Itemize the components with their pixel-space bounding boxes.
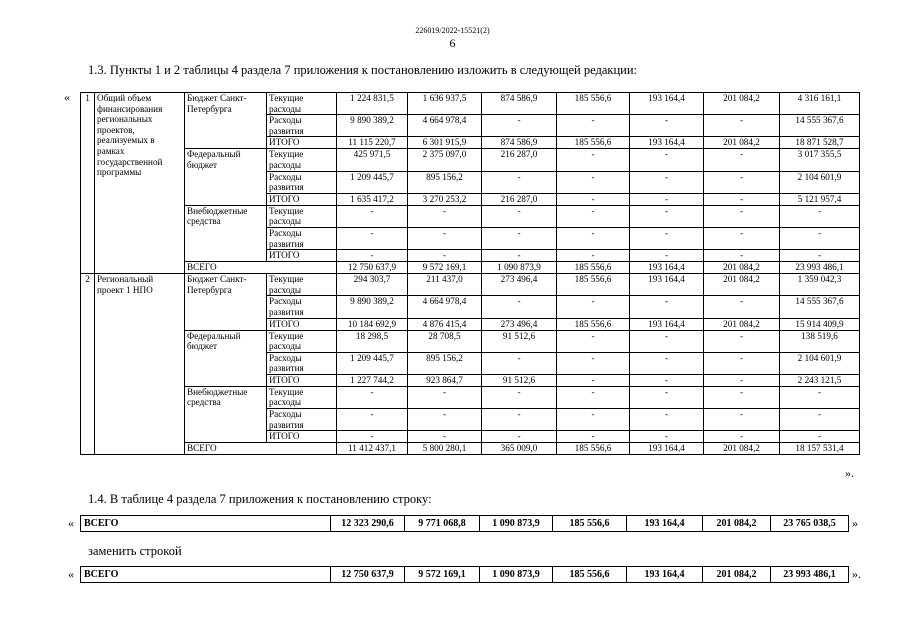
funding-source: Внебюджетные средства: [185, 386, 267, 442]
value-cell: 193 164,4: [630, 93, 704, 115]
value-cell: 2 375 097,0: [408, 149, 482, 171]
expense-type: Расходы развития: [267, 171, 337, 193]
table-row: [81, 93, 860, 115]
old-total-row: [80, 515, 849, 532]
expense-type: ИТОГО: [267, 250, 337, 262]
total-value-cell: 365 009,0: [482, 443, 557, 455]
value-cell: -: [704, 171, 780, 193]
value-cell: -: [557, 296, 630, 318]
value-cell: 4 876 415,4: [408, 318, 482, 330]
value-cell: -: [482, 352, 557, 374]
value-cell: -: [780, 386, 860, 408]
close-quote-old: »: [852, 516, 858, 530]
value-cell: -: [337, 431, 408, 443]
value-cell: 18 298,5: [337, 330, 408, 352]
value-cell: -: [630, 352, 704, 374]
funding-source: Федеральный бюджет: [185, 149, 267, 205]
value-cell: 425 971,5: [337, 149, 408, 171]
value-cell: 9 890 389,2: [337, 296, 408, 318]
value-cell: -: [630, 115, 704, 137]
value-cell: -: [482, 409, 557, 431]
value-cell: -: [630, 386, 704, 408]
value-cell: -: [557, 250, 630, 262]
value-cell: -: [557, 431, 630, 443]
row-value-cell: 201 084,2: [703, 516, 771, 532]
total-value-cell: 185 556,6: [557, 262, 630, 274]
value-cell: -: [704, 409, 780, 431]
value-cell: -: [780, 409, 860, 431]
value-cell: 3 017 355,5: [780, 149, 860, 171]
value-cell: -: [704, 431, 780, 443]
table-row: [81, 386, 860, 408]
value-cell: -: [630, 409, 704, 431]
total-value-cell: 5 800 280,1: [408, 443, 482, 455]
open-quote: «: [64, 90, 70, 104]
value-cell: -: [408, 250, 482, 262]
row-value-cell: 201 084,2: [703, 567, 771, 583]
value-cell: -: [408, 227, 482, 249]
page-number: 6: [449, 36, 456, 50]
table-row: [81, 330, 860, 352]
value-cell: -: [780, 431, 860, 443]
funding-source: Внебюджетные средства: [185, 205, 267, 261]
value-cell: -: [704, 386, 780, 408]
value-cell: 2 104 601,9: [780, 171, 860, 193]
row-value-cell: 185 556,6: [553, 567, 627, 583]
row-value-cell: 1 090 873,9: [480, 516, 553, 532]
value-cell: -: [482, 171, 557, 193]
value-cell: -: [704, 193, 780, 205]
value-cell: -: [408, 409, 482, 431]
total-value-cell: 193 164,4: [630, 262, 704, 274]
value-cell: -: [704, 296, 780, 318]
value-cell: 216 287,0: [482, 149, 557, 171]
value-cell: -: [630, 149, 704, 171]
value-cell: -: [704, 352, 780, 374]
value-cell: 273 496,4: [482, 318, 557, 330]
expense-type: ИТОГО: [267, 431, 337, 443]
open-quote-old: «: [68, 516, 74, 530]
value-cell: 193 164,4: [630, 274, 704, 296]
paragraph-1-3: 1.3. Пункты 1 и 2 таблицы 4 раздела 7 приложения к постановлению изложить в следующей редакции:: [88, 63, 637, 77]
value-cell: -: [557, 386, 630, 408]
row-value-cell: 193 164,4: [627, 567, 703, 583]
expense-type: Расходы развития: [267, 115, 337, 137]
funding-source: Федеральный бюджет: [185, 330, 267, 386]
value-cell: 18 871 528,7: [780, 137, 860, 149]
value-cell: 193 164,4: [630, 137, 704, 149]
value-cell: 216 287,0: [482, 193, 557, 205]
value-cell: -: [337, 205, 408, 227]
value-cell: 185 556,6: [557, 274, 630, 296]
value-cell: -: [482, 431, 557, 443]
total-value-cell: 185 556,6: [557, 443, 630, 455]
open-quote-new: «: [68, 567, 74, 581]
value-cell: -: [630, 330, 704, 352]
value-cell: -: [408, 205, 482, 227]
value-cell: 138 519,6: [780, 330, 860, 352]
value-cell: 201 084,2: [704, 93, 780, 115]
value-cell: -: [337, 386, 408, 408]
value-cell: -: [482, 296, 557, 318]
value-cell: 6 301 915,9: [408, 137, 482, 149]
value-cell: -: [704, 250, 780, 262]
value-cell: 1 635 417,2: [337, 193, 408, 205]
value-cell: -: [557, 409, 630, 431]
value-cell: 10 184 692,9: [337, 318, 408, 330]
value-cell: 11 115 220,7: [337, 137, 408, 149]
total-value-cell: 23 993 486,1: [780, 262, 860, 274]
value-cell: -: [704, 227, 780, 249]
value-cell: 185 556,6: [557, 137, 630, 149]
expense-type: ИТОГО: [267, 318, 337, 330]
expense-type: Расходы развития: [267, 409, 337, 431]
value-cell: 201 084,2: [704, 318, 780, 330]
value-cell: -: [557, 205, 630, 227]
value-cell: -: [482, 250, 557, 262]
total-value-cell: 1 090 873,9: [482, 262, 557, 274]
table-total-row: [81, 443, 860, 455]
value-cell: 1 227 744,2: [337, 374, 408, 386]
total-value-cell: 9 572 169,1: [408, 262, 482, 274]
value-cell: 91 512,6: [482, 330, 557, 352]
value-cell: 4 664 978,4: [408, 296, 482, 318]
value-cell: 14 555 367,6: [780, 296, 860, 318]
row-value-cell: 193 164,4: [627, 516, 703, 532]
item-name: Региональный проект 1 НПО: [95, 274, 185, 455]
value-cell: 193 164,4: [630, 318, 704, 330]
expense-type: ИТОГО: [267, 193, 337, 205]
value-cell: -: [557, 115, 630, 137]
expense-type: Расходы развития: [267, 227, 337, 249]
new-total-row: [80, 566, 849, 583]
value-cell: -: [704, 330, 780, 352]
expense-type: Расходы развития: [267, 352, 337, 374]
value-cell: -: [630, 227, 704, 249]
value-cell: -: [482, 115, 557, 137]
value-cell: -: [780, 227, 860, 249]
value-cell: 91 512,6: [482, 374, 557, 386]
expense-type: Текущие расходы: [267, 274, 337, 296]
value-cell: 201 084,2: [704, 137, 780, 149]
expense-type: Текущие расходы: [267, 149, 337, 171]
close-quote-table: ».: [845, 466, 854, 480]
close-quote-new: ».: [852, 567, 861, 581]
value-cell: 895 156,2: [408, 352, 482, 374]
value-cell: -: [557, 330, 630, 352]
value-cell: -: [704, 149, 780, 171]
value-cell: 2 104 601,9: [780, 352, 860, 374]
value-cell: -: [630, 250, 704, 262]
value-cell: 874 586,9: [482, 93, 557, 115]
funding-source: Бюджет Санкт-Петербурга: [185, 274, 267, 330]
value-cell: -: [557, 171, 630, 193]
financing-table: [80, 92, 860, 455]
value-cell: 4 316 161,1: [780, 93, 860, 115]
value-cell: 185 556,6: [557, 318, 630, 330]
row-value-cell: 9 771 068,8: [405, 516, 480, 532]
value-cell: -: [780, 205, 860, 227]
total-value-cell: 12 750 637,9: [337, 262, 408, 274]
value-cell: -: [408, 431, 482, 443]
value-cell: -: [630, 205, 704, 227]
expense-type: Расходы развития: [267, 296, 337, 318]
value-cell: 294 303,7: [337, 274, 408, 296]
row-value-cell: 9 572 169,1: [405, 567, 480, 583]
row-value-cell: 185 556,6: [553, 516, 627, 532]
row-value-cell: 23 765 038,5: [771, 516, 849, 532]
value-cell: -: [557, 374, 630, 386]
value-cell: -: [704, 115, 780, 137]
total-value-cell: 18 157 531,4: [780, 443, 860, 455]
value-cell: 1 209 445,7: [337, 352, 408, 374]
table-row: [81, 149, 860, 171]
value-cell: -: [630, 171, 704, 193]
row-value-cell: 12 323 290,6: [331, 516, 405, 532]
value-cell: 1 359 042,3: [780, 274, 860, 296]
value-cell: -: [482, 227, 557, 249]
value-cell: -: [704, 374, 780, 386]
value-cell: 923 864,7: [408, 374, 482, 386]
total-label: ВСЕГО: [185, 443, 337, 455]
value-cell: 15 914 409,9: [780, 318, 860, 330]
value-cell: -: [482, 386, 557, 408]
value-cell: 1 636 937,5: [408, 93, 482, 115]
value-cell: 1 224 831,5: [337, 93, 408, 115]
value-cell: -: [337, 250, 408, 262]
replace-text: заменить строкой: [88, 544, 182, 558]
expense-type: ИТОГО: [267, 374, 337, 386]
value-cell: 2 243 121,5: [780, 374, 860, 386]
expense-type: ИТОГО: [267, 137, 337, 149]
row-value-cell: 23 993 486,1: [771, 567, 849, 583]
value-cell: 4 664 978,4: [408, 115, 482, 137]
paragraph-1-4: 1.4. В таблице 4 раздела 7 приложения к постановлению строку:: [88, 492, 432, 506]
value-cell: 185 556,6: [557, 93, 630, 115]
value-cell: 28 708,5: [408, 330, 482, 352]
item-name: Общий объем финансирования региональных проектов, реализуемых в рамках государственной программы: [95, 93, 185, 274]
table-total-row: [81, 262, 860, 274]
value-cell: -: [704, 205, 780, 227]
total-value-cell: 201 084,2: [704, 262, 780, 274]
table-row: [81, 274, 860, 296]
expense-type: Текущие расходы: [267, 205, 337, 227]
value-cell: 9 890 389,2: [337, 115, 408, 137]
row-value-cell: 12 750 637,9: [331, 567, 405, 583]
value-cell: -: [630, 296, 704, 318]
value-cell: -: [557, 149, 630, 171]
value-cell: 273 496,4: [482, 274, 557, 296]
value-cell: -: [337, 409, 408, 431]
row-label: ВСЕГО: [81, 516, 331, 532]
value-cell: 895 156,2: [408, 171, 482, 193]
value-cell: 5 121 957,4: [780, 193, 860, 205]
document-id: 226019/2022-15521(2): [415, 26, 490, 35]
value-cell: -: [630, 193, 704, 205]
value-cell: -: [557, 227, 630, 249]
total-value-cell: 201 084,2: [704, 443, 780, 455]
value-cell: -: [337, 227, 408, 249]
expense-type: Текущие расходы: [267, 330, 337, 352]
value-cell: -: [482, 205, 557, 227]
value-cell: -: [780, 250, 860, 262]
value-cell: 14 555 367,6: [780, 115, 860, 137]
value-cell: -: [630, 374, 704, 386]
value-cell: 211 437,0: [408, 274, 482, 296]
value-cell: -: [630, 431, 704, 443]
total-label: ВСЕГО: [185, 262, 337, 274]
funding-source: Бюджет Санкт-Петербурга: [185, 93, 267, 149]
row-value-cell: 1 090 873,9: [480, 567, 553, 583]
value-cell: 3 270 253,2: [408, 193, 482, 205]
value-cell: -: [408, 386, 482, 408]
expense-type: Текущие расходы: [267, 386, 337, 408]
value-cell: 1 209 445,7: [337, 171, 408, 193]
value-cell: -: [557, 352, 630, 374]
total-value-cell: 11 412 437,1: [337, 443, 408, 455]
value-cell: 874 586,9: [482, 137, 557, 149]
value-cell: 201 084,2: [704, 274, 780, 296]
expense-type: Текущие расходы: [267, 93, 337, 115]
row-label: ВСЕГО: [81, 567, 331, 583]
item-number: 1: [81, 93, 95, 274]
item-number: 2: [81, 274, 95, 455]
total-value-cell: 193 164,4: [630, 443, 704, 455]
table-row: [81, 205, 860, 227]
value-cell: -: [557, 193, 630, 205]
